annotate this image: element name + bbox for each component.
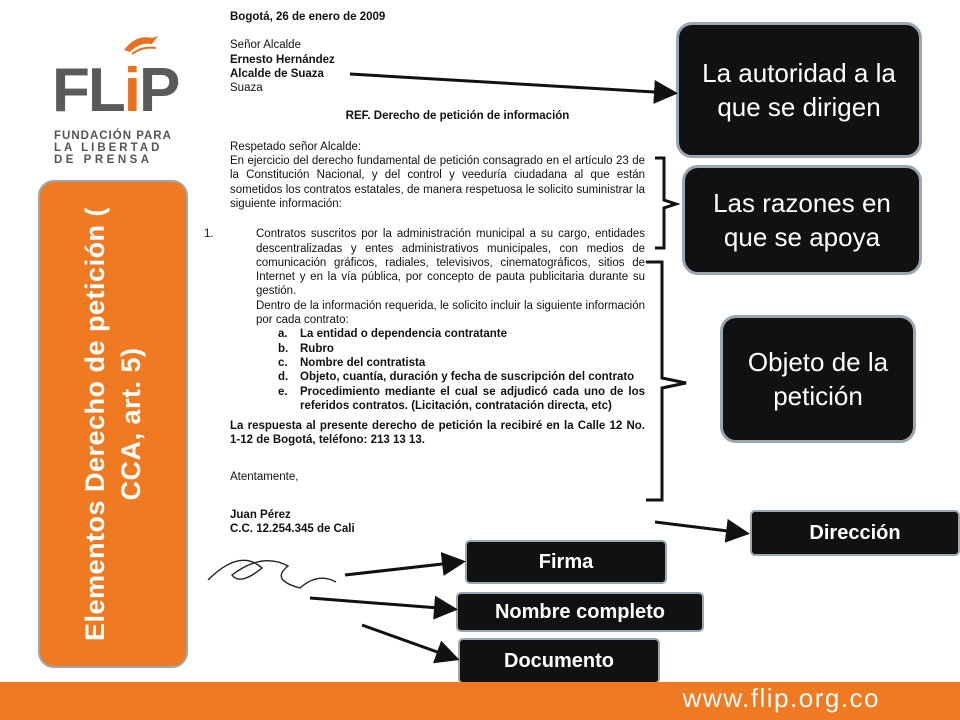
arrow-signature xyxy=(345,562,460,575)
side-title: Elementos Derecho de petición ( CCA, art. 5) xyxy=(80,206,146,642)
callout-authority: La autoridad a la que se dirigen xyxy=(676,22,922,158)
addressee-name: Ernesto Hernández xyxy=(230,53,335,66)
callout-full-name: Nombre completo xyxy=(456,592,704,632)
logo-wordmark: FLiP xyxy=(52,56,179,125)
item-text: Contratos suscritos por la administración municipal a su cargo, entidades descentralizadas y entes administrativos municipales, con medios de comunicación gráficos, radiales, televisivos, cinematográficos, sitios de Internet y en la vía pública, por concepto de pauta publicitaria durante su gestión. xyxy=(256,228,645,298)
list-item: a. La entidad o dependencia contratante xyxy=(278,328,508,341)
arrow-address xyxy=(655,522,744,533)
addressee-city: Suaza xyxy=(230,82,263,95)
list-item: d. Objeto, cuantía, duración y fecha de suscripción del contrato xyxy=(278,371,635,384)
addressee-line: Señor Alcalde xyxy=(230,39,301,52)
signature-scribble xyxy=(208,560,336,588)
arrow-full-name xyxy=(310,598,452,609)
list-item: e. Procedimiento mediante el cual se adjudicó cada uno de los referidos contratos. (Licitación, contratación directa, etc) xyxy=(278,385,645,412)
brace-object xyxy=(646,262,686,500)
arrow-document xyxy=(362,625,454,658)
callout-document: Documento xyxy=(458,638,660,684)
callout-address: Dirección xyxy=(750,510,960,556)
letter-body: En ejercicio del derecho fundamental de petición consagrado en el artículo 23 de la Constitución Nacional, y del control y veeduría ciudadana al que están sometidos los contratos estatales, de manera respetuosa le solicito suministrar la siguiente información: xyxy=(230,155,645,210)
logo-subtitle: FUNDACIÓN PARA LA LIBERTAD DE PRENSA xyxy=(54,130,172,166)
arrow-authority xyxy=(350,74,672,93)
callout-object: Objeto de la petición xyxy=(720,315,916,443)
footer-url[interactable]: www.flip.org.co xyxy=(682,683,880,713)
letter-response: La respuesta al presente derecho de petición la recibiré en la Calle 12 No. 1-12 de Bogotá, teléfono: 213 13 13. xyxy=(230,420,645,447)
list-item: b. Rubro xyxy=(278,342,334,355)
signer-id: C.C. 12.254.345 de Cali xyxy=(230,523,355,536)
signer-name: Juan Pérez xyxy=(230,509,291,522)
list-item: c. Nombre del contratista xyxy=(278,356,426,369)
item-text-2: Dentro de la información requerida, le solicito incluir la siguiente información por cada contrato: xyxy=(256,299,645,327)
item-number: 1. xyxy=(204,228,214,241)
letter-greeting: Respetado señor Alcalde: xyxy=(230,140,362,153)
addressee-title: Alcalde de Suaza xyxy=(230,67,324,80)
letter-date: Bogotá, 26 de enero de 2009 xyxy=(230,11,386,23)
brace-reasons xyxy=(655,158,676,248)
callout-signature: Firma xyxy=(465,540,667,584)
callout-reasons: Las razones en que se apoya xyxy=(682,165,922,275)
letter-closing: Atentamente, xyxy=(230,470,299,483)
letter-ref: REF. Derecho de petición de información xyxy=(345,110,570,123)
